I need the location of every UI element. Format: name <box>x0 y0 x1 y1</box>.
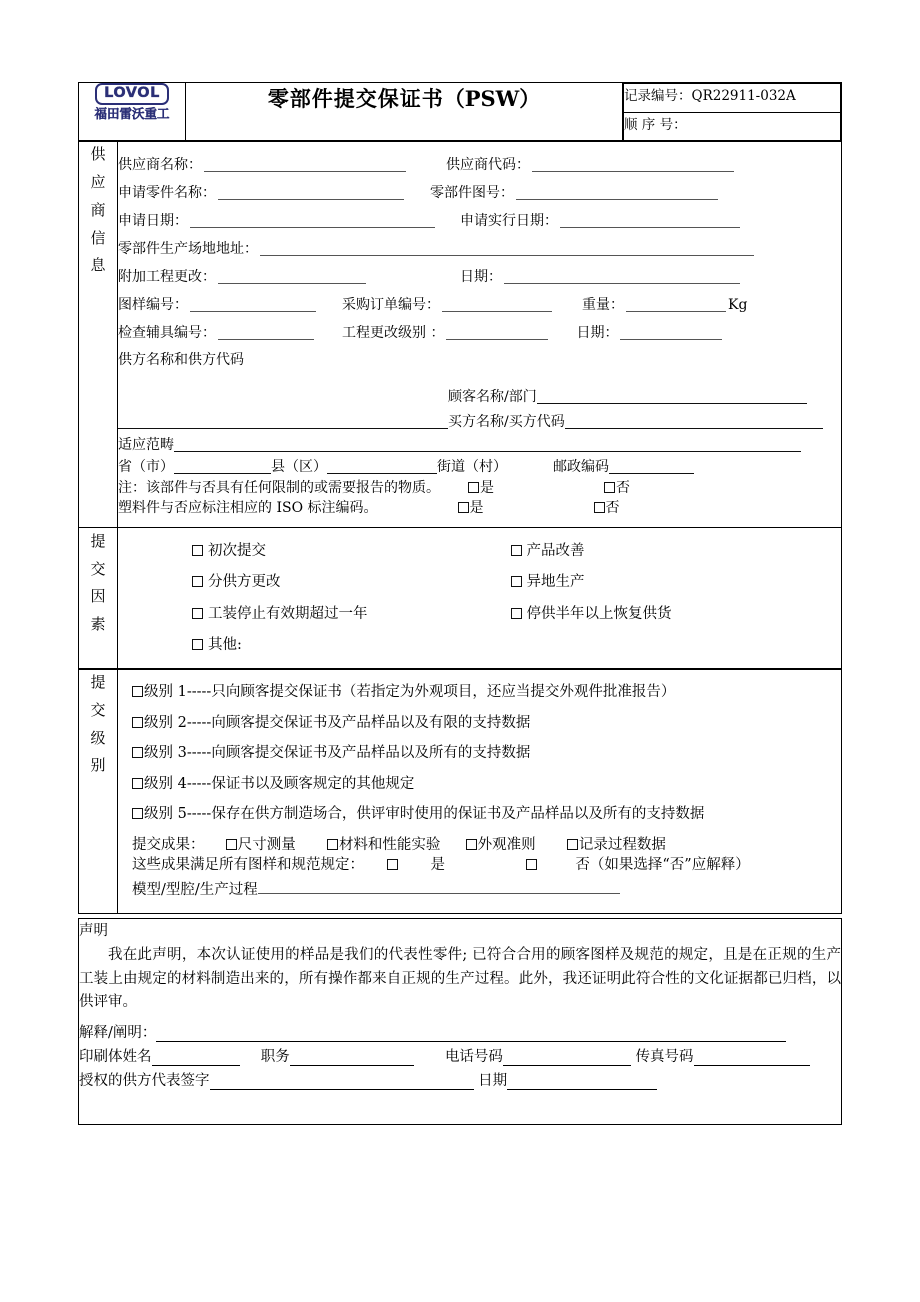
change-level-label: 工程更改级别 ： <box>342 325 445 342</box>
serial-number-row <box>624 113 841 142</box>
submission-levels-section <box>78 668 842 914</box>
scope-input[interactable] <box>174 437 801 452</box>
field-row-gauge-change-date <box>118 325 841 340</box>
side-label-char: 信 <box>90 228 106 247</box>
note1-label: 注：该部件与否具有任何限制的或需要报告的物质。 <box>118 480 440 497</box>
mold-row <box>132 879 831 898</box>
field-row-buyer-name-code <box>118 414 841 429</box>
level-checkbox[interactable] <box>132 686 143 697</box>
level-checkbox[interactable] <box>132 747 143 758</box>
gauge-no-label: 检查辅具编号： <box>118 325 216 342</box>
factor-label: 初次提交 <box>208 542 266 559</box>
signature-label: 授权的供方代表签字 <box>79 1072 210 1089</box>
factor-option-resume-after-halfyear[interactable] <box>511 607 830 622</box>
factor-label: 停供半年以上恢复供货 <box>526 605 672 622</box>
level-checkbox[interactable] <box>132 717 143 728</box>
satisfy-no-checkbox[interactable] <box>526 859 537 870</box>
factors-body <box>118 527 842 669</box>
field-row-supplier-name <box>118 157 841 172</box>
result-label: 材料和性能实验 <box>338 836 441 853</box>
note2-no-checkbox[interactable] <box>594 501 606 515</box>
level-option-3[interactable] <box>132 746 831 761</box>
phone-label: 电话号码 <box>444 1048 503 1065</box>
factor-row <box>192 575 829 590</box>
results-label: 提交成果： <box>132 836 205 853</box>
result-label: 尺寸测量 <box>237 836 296 853</box>
satisfy-row <box>132 858 831 873</box>
levels-side-label <box>79 669 118 914</box>
note1-yes-label: 是 <box>480 480 494 497</box>
mold-input[interactable] <box>258 879 620 894</box>
note2-label: 塑料件与否应标注相应的 ISO 标注编码。 <box>118 500 378 517</box>
drawing-no-label: 图样编号： <box>118 297 188 314</box>
page-title: 零部件提交保证书 <box>267 86 444 111</box>
field-row-region <box>118 459 841 474</box>
extra-change-date-label: 日期： <box>460 269 502 286</box>
province-input[interactable] <box>174 459 271 474</box>
supplier-code-input[interactable] <box>532 157 734 172</box>
result-label: 外观准则 <box>477 836 536 853</box>
submission-factors-section <box>78 527 842 670</box>
signature-row <box>79 1069 841 1090</box>
form-title-cell <box>186 83 623 142</box>
factor-option-other[interactable] <box>192 638 511 653</box>
explain-label: 解释/阐明： <box>79 1024 157 1041</box>
note1-no-checkbox[interactable] <box>604 481 616 495</box>
signature-date-input[interactable] <box>507 1074 657 1090</box>
fax-input[interactable] <box>694 1050 810 1066</box>
level-label: 级别 4-----保证书以及顾客规定的其他规定 <box>144 775 415 792</box>
page-title-psw: （PSW） <box>443 86 541 111</box>
mold-label: 模型/型腔/生产过程 <box>132 881 258 898</box>
factor-label: 工装停止有效期超过一年 <box>208 605 368 622</box>
record-number-row <box>624 84 841 113</box>
field-row-note1 <box>118 481 841 495</box>
level-option-4[interactable] <box>132 777 831 792</box>
change-level-input[interactable] <box>446 325 548 340</box>
level-option-1[interactable] <box>132 685 831 700</box>
supplier-name-input[interactable] <box>204 157 406 172</box>
signature-date-label: 日期 <box>478 1072 508 1089</box>
note1-no-label: 否 <box>616 480 630 497</box>
level-option-5[interactable] <box>132 807 831 822</box>
declaration-body <box>79 919 842 1124</box>
logo-chinese-name: 福田雷沃重工 <box>94 106 170 122</box>
serial-number-label: 顺 序 号： <box>624 117 687 133</box>
postcode-input[interactable] <box>609 459 694 474</box>
side-label-char: 素 <box>90 615 106 634</box>
factor-checkbox[interactable] <box>192 639 203 650</box>
result-option-dimensional[interactable] <box>226 837 296 853</box>
note2-yes-label: 是 <box>469 500 484 517</box>
site-address-input[interactable] <box>260 241 754 256</box>
vendor-name-code-label: 供方名称和供方代码 <box>118 352 244 369</box>
factor-checkbox[interactable] <box>511 576 522 587</box>
level-checkbox[interactable] <box>132 778 143 789</box>
field-row-scope <box>118 437 841 452</box>
side-label-char: 交 <box>90 700 106 719</box>
extra-change-date-input[interactable] <box>504 269 740 284</box>
factor-label: 产品改善 <box>526 542 585 559</box>
result-checkbox[interactable] <box>226 839 237 850</box>
po-no-input[interactable] <box>442 297 552 312</box>
buyer-name-code-label: 买方名称/买方代码 <box>448 414 565 431</box>
apply-date-input[interactable] <box>190 213 435 228</box>
result-option-material-performance[interactable] <box>327 837 441 853</box>
side-label-char: 交 <box>90 559 106 578</box>
record-number-value: QR22911-032A <box>691 88 796 104</box>
county-input[interactable] <box>327 459 437 474</box>
factor-checkbox[interactable] <box>511 545 522 556</box>
buyer-name-code-input[interactable] <box>565 414 823 429</box>
logo-wordmark: LOVOL <box>104 85 160 101</box>
position-label: 职务 <box>260 1048 290 1065</box>
supplier-code-label: 供应商代码： <box>446 157 530 174</box>
factor-option-offsite-production[interactable] <box>511 575 830 590</box>
side-label-char: 息 <box>90 256 106 275</box>
field-row-vendor-name-code <box>118 353 841 367</box>
explain-input[interactable] <box>156 1026 786 1042</box>
field-row-customer-dept <box>118 389 841 404</box>
supplier-info-section <box>78 140 842 528</box>
extra-change-label: 附加工程更改： <box>118 269 216 286</box>
factor-label: 异地生产 <box>526 574 585 591</box>
part-drawing-no-input[interactable] <box>516 185 718 200</box>
apply-date-label: 申请日期： <box>118 213 188 230</box>
levels-body <box>118 669 842 914</box>
factor-row <box>192 607 829 622</box>
exec-date-input[interactable] <box>560 213 740 228</box>
declaration-section <box>78 918 842 1124</box>
factor-label: 分供方更改 <box>208 574 281 591</box>
factor-label: 其他: <box>208 637 242 654</box>
result-label: 记录过程数据 <box>578 836 666 853</box>
satisfy-no-label: 否（如果选择“否”应解释） <box>575 857 750 874</box>
side-label-char: 提 <box>90 673 106 692</box>
note1-yes-checkbox[interactable] <box>468 481 480 495</box>
level-label: 级别 5-----保存在供方制造场合，供评审时使用的保证书及产品样品以及所有的支持数据 <box>144 806 705 823</box>
supplier-info-side-label <box>79 141 118 528</box>
field-row-part-name <box>118 185 841 200</box>
position-input[interactable] <box>290 1050 414 1066</box>
name-position-row <box>79 1045 841 1066</box>
gauge-date-label: 日期： <box>576 325 619 342</box>
scope-label: 适应范畴 <box>118 437 174 454</box>
side-label-char: 提 <box>90 531 106 550</box>
supplier-name-label: 供应商名称： <box>118 157 202 174</box>
vendor-name-code-input[interactable] <box>118 414 448 429</box>
level-option-2[interactable] <box>132 716 831 731</box>
supplier-fields <box>118 141 842 528</box>
level-checkbox[interactable] <box>132 808 143 819</box>
side-label-char: 应 <box>90 173 106 192</box>
declaration-text: 我在此声明，本次认证使用的样品是我们的代表性零件; 已符合合用的顾客图样及规范的规定，且是在正规的生产工装上由规定的材料制造出来的，所有操作都来自正规的生产过程。此外，我还证明此符合性的文化证据都已归档，以供评审。 <box>79 947 841 1011</box>
result-option-appearance[interactable] <box>466 837 536 853</box>
logo-cell <box>79 83 186 142</box>
printed-name-label: 印刷体姓名 <box>79 1048 152 1065</box>
result-checkbox[interactable] <box>567 839 578 850</box>
level-label: 级别 1-----只向顾客提交保证书（若指定为外观项目，还应当提交外观件批准报告） <box>144 684 676 701</box>
customer-dept-label: 顾客名称/部门 <box>448 389 537 406</box>
extra-change-input[interactable] <box>218 269 366 284</box>
part-name-label: 申请零件名称： <box>118 185 216 202</box>
declaration-title: 声明 <box>79 923 108 940</box>
factor-row <box>192 544 829 559</box>
side-label-char: 商 <box>90 200 106 219</box>
explain-row <box>79 1021 841 1042</box>
signature-input[interactable] <box>210 1074 474 1090</box>
side-label-char: 供 <box>90 145 106 164</box>
results-row <box>132 838 831 853</box>
customer-dept-input[interactable] <box>537 389 807 404</box>
field-row-site-address <box>118 241 841 256</box>
record-number-label: 记录编号： <box>624 88 692 104</box>
level-label: 级别 2-----向顾客提交保证书及产品样品以及有限的支持数据 <box>144 714 531 731</box>
field-row-extra-change <box>118 269 841 284</box>
factors-side-label <box>79 527 118 669</box>
printed-name-input[interactable] <box>152 1050 240 1066</box>
note2-no-label: 否 <box>605 500 620 517</box>
note2-yes-checkbox[interactable] <box>458 501 470 515</box>
satisfy-yes-label: 是 <box>430 857 445 874</box>
psw-form <box>78 82 842 1125</box>
weight-unit: Kg <box>728 297 748 314</box>
satisfy-label: 这些成果满足所有图样和规范规定： <box>132 857 364 874</box>
gauge-no-input[interactable] <box>218 325 314 340</box>
satisfy-yes-checkbox[interactable] <box>387 859 398 870</box>
result-option-process-records[interactable] <box>567 837 666 853</box>
factor-option-subsupplier-change[interactable] <box>192 575 511 590</box>
side-label-char: 因 <box>90 587 106 606</box>
factor-option-product-improvement[interactable] <box>511 544 830 559</box>
factor-checkbox[interactable] <box>192 608 203 619</box>
po-no-label: 采购订单编号： <box>342 297 440 314</box>
level-label: 级别 3-----向顾客提交保证书及产品样品以及所有的支持数据 <box>144 745 531 762</box>
factor-row <box>192 638 829 653</box>
weight-input[interactable] <box>626 297 726 312</box>
form-header <box>78 82 842 142</box>
factor-checkbox[interactable] <box>192 545 203 556</box>
county-label: 县（区） <box>271 459 327 476</box>
province-label: 省（市） <box>118 459 174 476</box>
field-row-apply-date <box>118 213 841 228</box>
result-checkbox[interactable] <box>466 839 477 850</box>
lovol-logo <box>94 83 169 121</box>
site-address-label: 零部件生产场地地址： <box>118 241 258 258</box>
exec-date-label: 申请实行日期： <box>460 213 558 230</box>
gauge-date-input[interactable] <box>620 325 722 340</box>
part-drawing-no-label: 零部件图号： <box>430 185 514 202</box>
field-row-note2 <box>118 501 841 515</box>
logo-badge <box>95 83 169 105</box>
postcode-label: 邮政编码 <box>553 459 609 476</box>
factor-option-tooling-idle-over-year[interactable] <box>192 607 511 622</box>
phone-input[interactable] <box>503 1050 631 1066</box>
factor-checkbox[interactable] <box>511 608 522 619</box>
fax-label: 传真号码 <box>635 1048 694 1065</box>
side-label-char: 别 <box>90 756 106 775</box>
weight-label: 重量： <box>582 297 624 314</box>
side-label-char: 级 <box>90 728 106 747</box>
result-checkbox[interactable] <box>327 839 338 850</box>
street-label: 街道（村） <box>437 459 507 476</box>
factor-checkbox[interactable] <box>192 576 203 587</box>
drawing-no-input[interactable] <box>190 297 316 312</box>
part-name-input[interactable] <box>218 185 404 200</box>
factor-option-first-submission[interactable] <box>192 544 511 559</box>
record-info-cell <box>623 83 842 142</box>
field-row-drawing-po-weight <box>118 297 841 312</box>
